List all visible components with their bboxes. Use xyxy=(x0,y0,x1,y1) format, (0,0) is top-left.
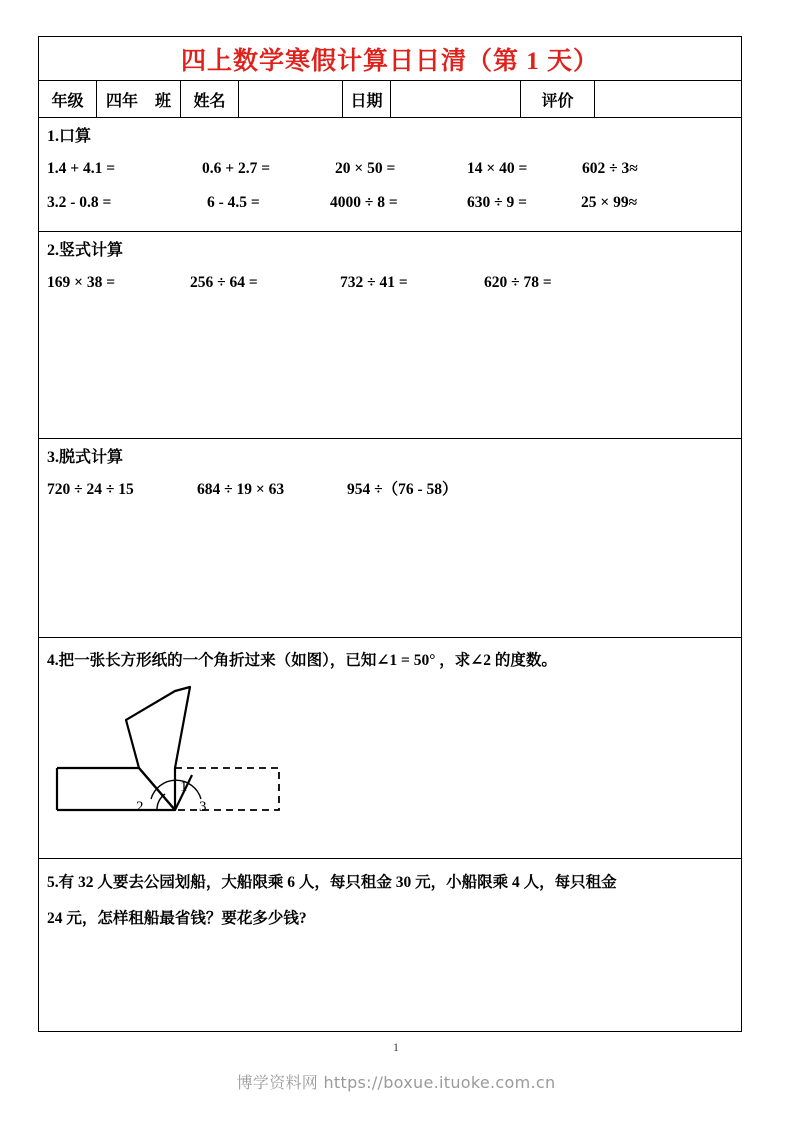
problem-row xyxy=(47,152,741,186)
answer-space-section-5[interactable] xyxy=(47,937,741,1007)
problem-item: 954 ÷（76 - 58） xyxy=(347,481,458,498)
section-1-heading: 1.口算 xyxy=(47,128,92,145)
folded-paper-svg xyxy=(47,681,747,841)
section-5-heading-line2: 24 元，怎样租船最省钱？要花多少钱? xyxy=(47,910,307,927)
section-4-heading: 4.把一张长方形纸的一个角折过来（如图），已知∠1 = 50° ，求∠2 的度数。 xyxy=(47,652,557,669)
problem-item: 732 ÷ 41 = xyxy=(340,274,408,291)
dashed-original-outline xyxy=(175,768,279,810)
name-value-cell[interactable] xyxy=(239,81,343,117)
problem-row xyxy=(47,186,741,220)
problem-item: 20 × 50 = xyxy=(335,160,396,177)
site-watermark: 博学资料网 https://boxue.ituoke.com.cn xyxy=(236,1073,556,1092)
name-label-cell: 姓名 xyxy=(181,81,239,117)
angle-label-2: 2 xyxy=(136,799,144,815)
section-5-heading-line1: 5.有 32 人要去公园划船，大船限乘 6 人，每只租金 30 元，小船限乘 4 人，每只租金 xyxy=(47,874,617,891)
problem-item: 630 ÷ 9 = xyxy=(467,194,527,211)
problem-item: 1.4 + 4.1 = xyxy=(47,160,116,177)
problem-item: 256 ÷ 64 = xyxy=(190,274,258,291)
page-number: 1 xyxy=(393,1040,399,1054)
class-label: 班 xyxy=(154,92,171,110)
grade-label-cell: 年级 xyxy=(39,81,97,117)
section-3-heading: 3.脱式计算 xyxy=(47,449,124,466)
worksheet-frame xyxy=(38,36,742,1032)
problem-item: 3.2 - 0.8 = xyxy=(47,194,112,211)
problem-item: 720 ÷ 24 ÷ 15 xyxy=(47,481,134,498)
problem-row xyxy=(47,473,741,507)
problem-item: 602 ÷ 3≈ xyxy=(582,160,638,177)
problem-item: 0.6 + 2.7 = xyxy=(202,160,271,177)
section-stepwise-calculation xyxy=(39,439,741,638)
problem-row xyxy=(47,266,741,300)
angle-label-1: 1 xyxy=(180,779,188,795)
problem-item: 4000 ÷ 8 = xyxy=(330,194,398,211)
date-value-cell[interactable] xyxy=(391,81,521,117)
date-label-cell: 日期 xyxy=(343,81,391,117)
title-row xyxy=(39,37,741,81)
angle-label-3: 3 xyxy=(199,799,207,815)
folded-paper-angle-diagram xyxy=(47,681,747,841)
page-title: 四上数学寒假计算日日清（第 1 天） xyxy=(180,47,599,75)
evaluation-label-cell: 评价 xyxy=(521,81,595,117)
answer-space-section-2[interactable] xyxy=(47,300,741,430)
class-cell xyxy=(97,81,181,117)
answer-space-section-3[interactable] xyxy=(47,507,741,629)
grade-value: 四年 xyxy=(106,92,139,110)
problem-item: 169 × 38 = xyxy=(47,274,116,291)
problem-item: 25 × 99≈ xyxy=(581,194,638,211)
problem-item: 6 - 4.5 = xyxy=(207,194,260,211)
student-info-table xyxy=(39,81,741,118)
problem-item: 620 ÷ 78 = xyxy=(484,274,552,291)
section-geometry-problem xyxy=(39,638,741,859)
problem-item: 14 × 40 = xyxy=(467,160,528,177)
evaluation-value-cell[interactable] xyxy=(595,81,741,117)
section-word-problem xyxy=(39,859,741,1031)
section-2-heading: 2.竖式计算 xyxy=(47,242,124,259)
section-vertical-calculation xyxy=(39,232,741,439)
section-mental-math xyxy=(39,118,741,232)
problem-item: 684 ÷ 19 × 63 xyxy=(197,481,285,498)
